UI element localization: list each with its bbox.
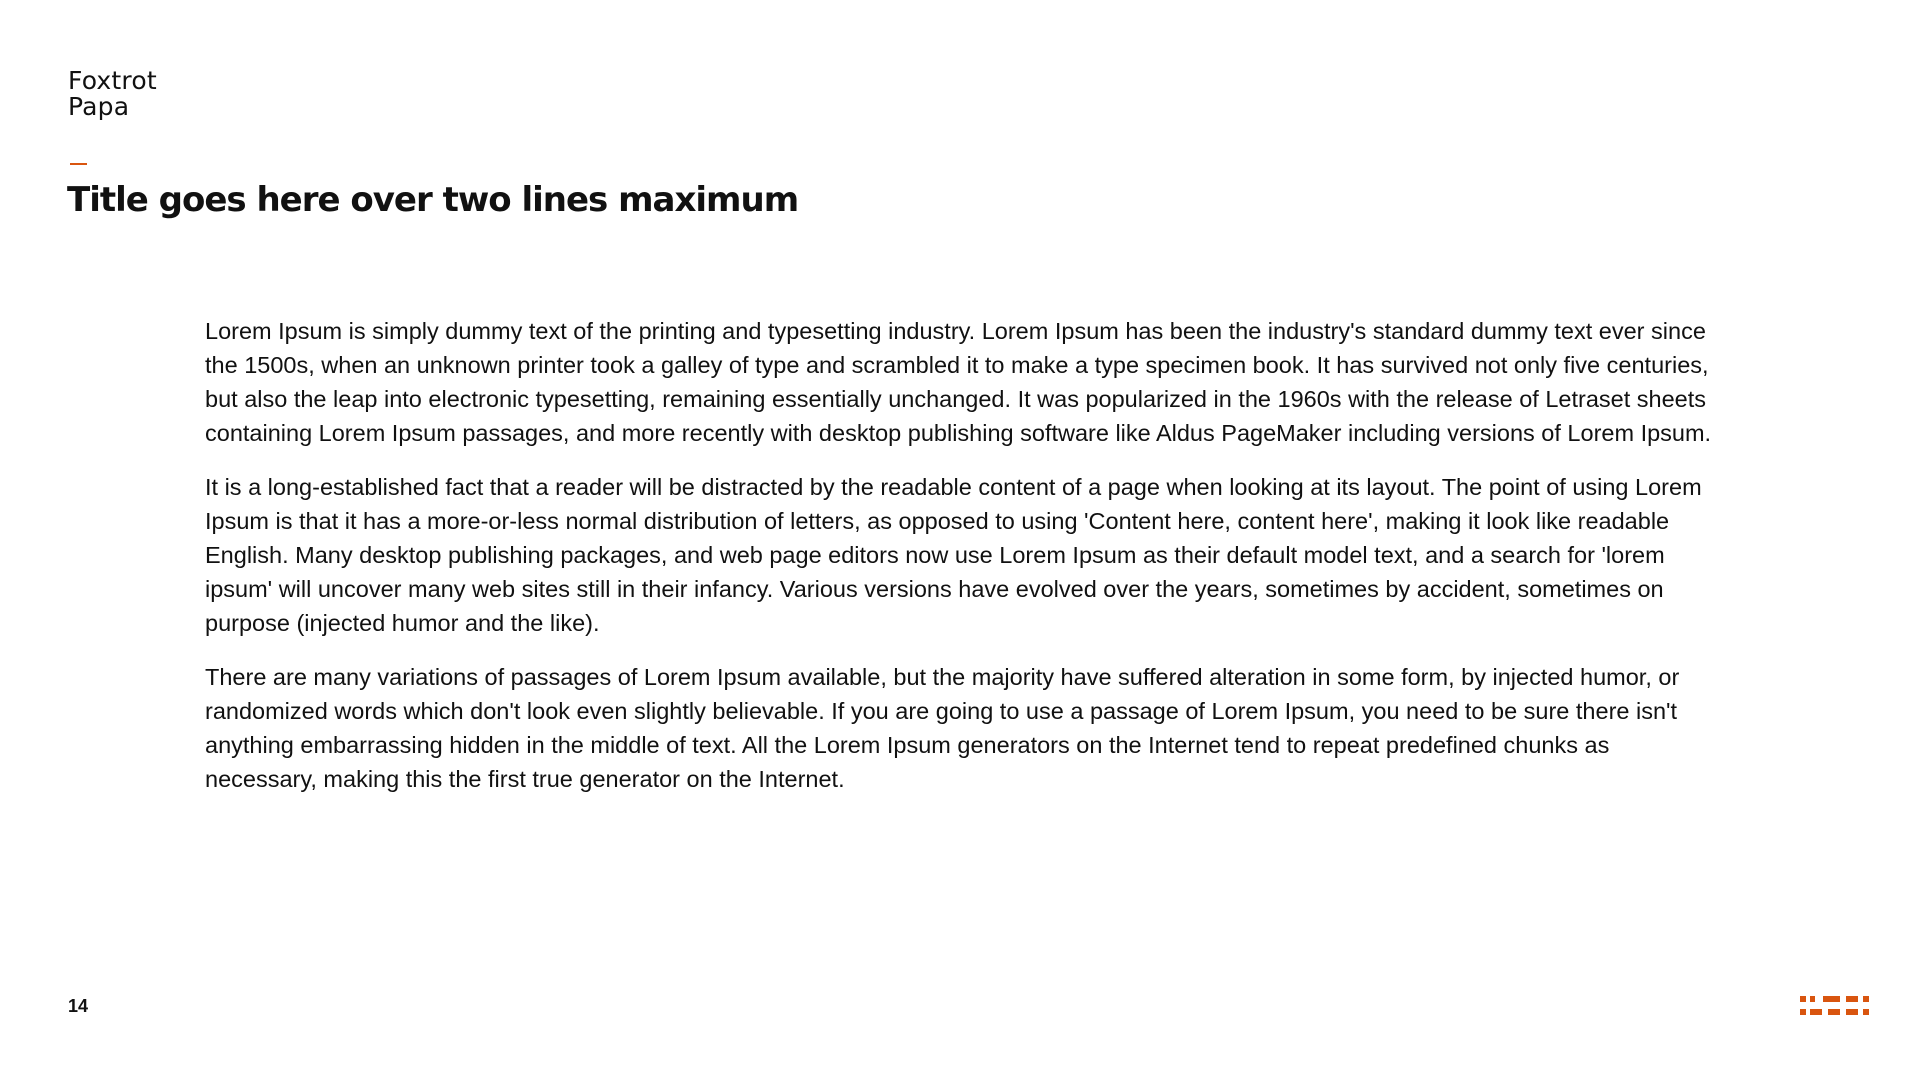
body-paragraph-3: There are many variations of passages of Lorem Ipsum available, but the majority have suffered alteration in some form, by injected humor, or randomized words which don't look even slightly believable. If you are going to use a passage of Lorem Ipsum, you need to be sure there isn't anything embarrassing hidden in the middle of text. All the Lorem Ipsum generators on the Internet tend to repeat predefined chunks as necessary, making this the first true generator on the Internet. (205, 664, 1680, 792)
page-number: 14 (68, 996, 89, 1016)
body-text (205, 314, 1725, 816)
logo-line-2: Papa (68, 92, 130, 121)
slide-title: Title goes here over two lines maximum (67, 180, 799, 220)
body-paragraph-1: Lorem Ipsum is simply dummy text of the printing and typesetting industry. Lorem Ipsum has been the industry's standard dummy text ever since the 1500s, when an unknown printer took a galley of type and scrambled it to make a type specimen book. It has survived not only five centuries, but also the leap into electronic typesetting, remaining essentially unchanged. It was popularized in the 1960s with the release of Letraset sheets containing Lorem Ipsum passages, and more recently with desktop publishing software like Aldus PageMaker including versions of Lorem Ipsum. (205, 318, 1712, 446)
dashed-brand-mark-icon (1800, 996, 1870, 1018)
body-paragraph-2: It is a long-established fact that a reader will be distracted by the readable content of a page when looking at its layout. The point of using Lorem Ipsum is that it has a more-or-less normal distribution of letters, as opposed to using 'Content here, content here', making it look like readable English. Many desktop publishing packages, and web page editors now use Lorem Ipsum as their default model text, and a search for 'lorem ipsum' will uncover many web sites still in their infancy. Various versions have evolved over the years, sometimes by accident, sometimes on purpose (injected humor and the like). (205, 474, 1702, 636)
brand-logo (68, 68, 157, 120)
logo-line-1: Foxtrot (68, 66, 157, 95)
title-accent-dash (70, 163, 87, 165)
